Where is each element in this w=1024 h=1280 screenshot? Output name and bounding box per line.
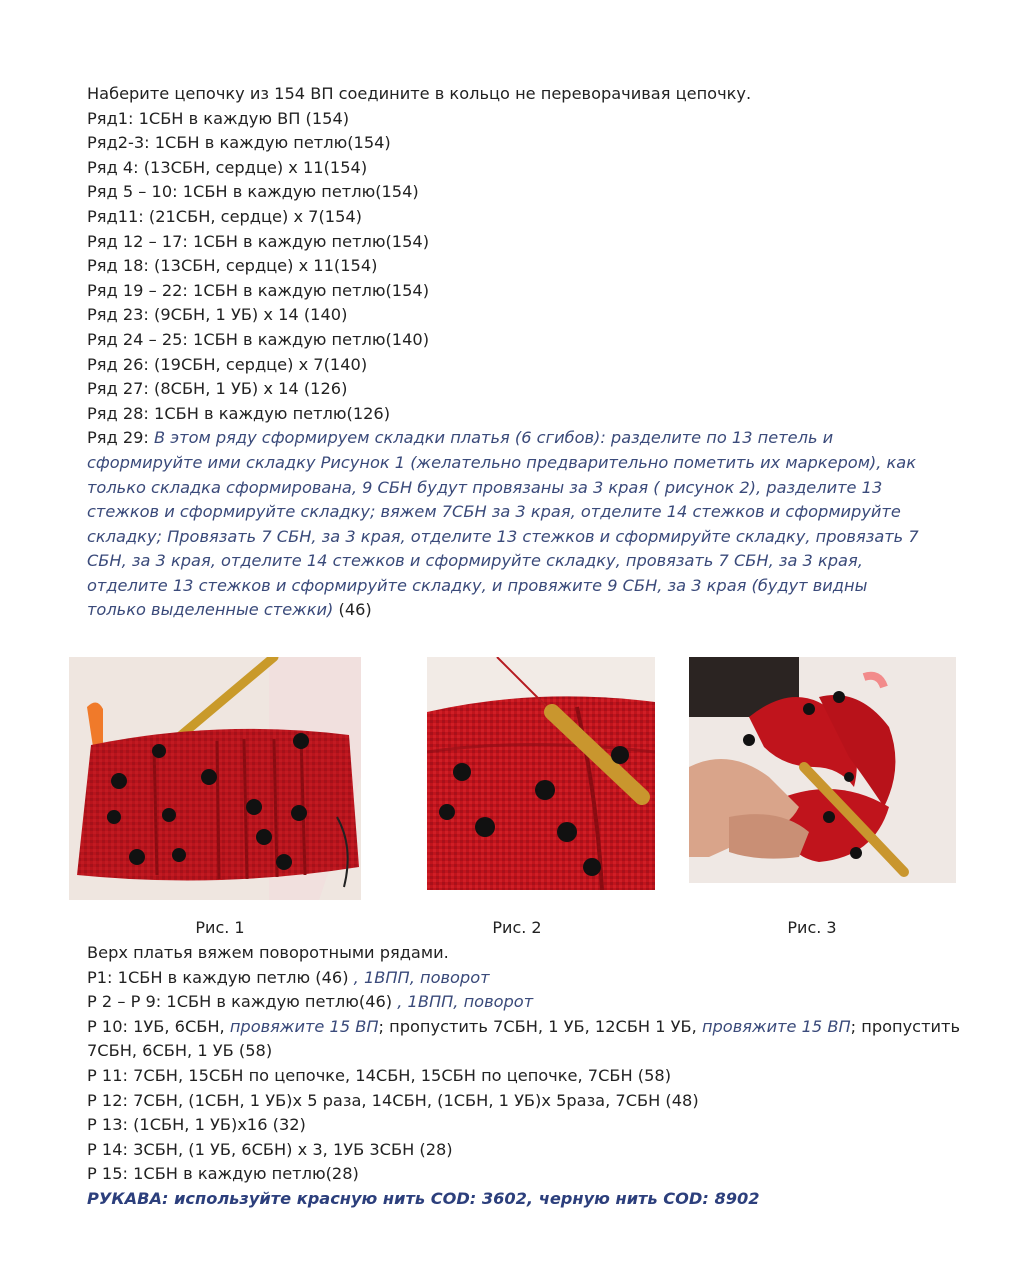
sleeves-heading: РУКАВА: используйте красную нить COD: 3602, черную нить COD: 8902 [87,1188,760,1208]
instruction-line: Ряд 12 – 17: 1СБН в каждую петлю(154) [87,231,430,251]
bodice-intro: Верх платья вяжем поворотными рядами. [87,943,449,962]
row-29-text: складку; Провязать 7 СБН, за 3 края, отделите 13 стежков и сформируйте складку, провязать 7 [87,526,919,546]
instruction-line: Ряд1: 1СБН в каждую ВП (154) [87,108,350,128]
instruction-line: Ряд 24 – 25: 1СБН в каждую петлю(140) [87,329,430,349]
instruction-line: Ряд 18: (13СБН, сердце) х 11(154) [87,256,378,276]
instruction-line: Ряд 19 – 22: 1СБН в каждую петлю(154) [87,280,430,300]
figure-2-photo [427,657,655,890]
figure-2-caption: Рис. 2 [492,918,542,937]
instruction-line: Ряд 23: (9СБН, 1 УБ) х 14 (140) [87,305,348,325]
instruction-line: Ряд2-3: 1СБН в каждую петлю(154) [87,133,391,153]
row-note: провяжите 15 ВП [229,1016,379,1036]
instruction-line: Ряд 28: 1СБН в каждую петлю(126) [87,403,391,423]
row-p13: Р 13: (1СБН, 1 УБ)х16 (32) [87,1115,306,1135]
row-29-suffix: (46) [333,600,372,620]
row-note: , 1ВПП, поворот [353,967,490,987]
row-p2 [87,990,967,1015]
row-p12: Р 12: 7СБН, (1СБН, 1 УБ)х 5 раза, 14СБН, (1СБН, 1 УБ)х 5раза, 7СБН (48) [87,1090,699,1110]
row-text: ; пропустить 7СБН, 1 УБ, 12СБН 1 УБ, [378,1016,702,1036]
instruction-line: Ряд 4: (13СБН, сердце) х 11(154) [87,157,368,177]
instruction-line: Наберите цепочку из 154 ВП соедините в кольцо не переворачивая цепочку. [87,84,752,103]
row-29-text: стежков и сформируйте складку; вяжем 7СБН за 3 края, отделите 14 стежков и сформируйте [87,502,901,522]
row-p15: Р 15: 1СБН в каждую петлю(28) [87,1164,359,1184]
row-29-text: В этом ряду сформируем складки платья (6 сгибов): разделите по 13 петель и [154,428,834,448]
instruction-line: Ряд 5 – 10: 1СБН в каждую петлю(154) [87,182,419,202]
row-29-text: только складка сформирована, 9 СБН будут провязаны за 3 края ( рисунок 2), разделите 13 [87,477,883,497]
row-text: Р1: 1СБН в каждую петлю (46) [87,967,354,987]
row-p14: Р 14: 3СБН, (1 УБ, 6СБН) х 3, 1УБ 3СБН (28) [87,1139,453,1159]
row-29-text: отделите 13 стежков и сформируйте складку, и провяжите 9 СБН, за 3 края (будут видны [87,575,868,595]
row-text: Р 2 – Р 9: 1СБН в каждую петлю(46) [87,992,398,1012]
row-note: , 1ВПП, поворот [397,992,534,1012]
row-text: ; пропустить [850,1016,961,1036]
row-29-text: сформируйте ими складку Рисунок 1 (желательно предварительно пометить их маркером), как [87,452,917,472]
instruction-line: Ряд 27: (8СБН, 1 УБ) х 14 (126) [87,379,348,399]
figure-1-caption: Рис. 1 [195,918,245,937]
row-29-text: СБН, за 3 края, отделите 14 стежков и сформируйте складку, провязать 7 СБН, за 3 края, [87,551,863,571]
bodice-instructions [87,941,967,1212]
row-p11: Р 11: 7СБН, 15СБН по цепочке, 14СБН, 15СБН по цепочке, 7СБН (58) [87,1065,672,1085]
top-instructions [87,82,967,623]
figure-1-photo [69,657,361,900]
instruction-line: Ряд 26: (19СБН, сердце) х 7(140) [87,354,368,374]
instruction-line: Ряд11: (21СБН, сердце) х 7(154) [87,206,362,226]
row-p10-cont: 7СБН, 6СБН, 1 УБ (58) [87,1041,273,1061]
figure-3-caption: Рис. 3 [787,918,837,937]
row-29-paragraph [87,426,967,623]
row-text: Р 10: 1УБ, 6СБН, [87,1016,230,1036]
row-p10 [87,1015,967,1040]
row-note: провяжите 15 ВП [701,1016,851,1036]
figure-3-photo [689,657,956,883]
row-p1 [87,966,967,991]
row-29-prefix: Ряд 29: [87,428,155,448]
row-29-text: только выделенные стежки) [87,600,334,620]
